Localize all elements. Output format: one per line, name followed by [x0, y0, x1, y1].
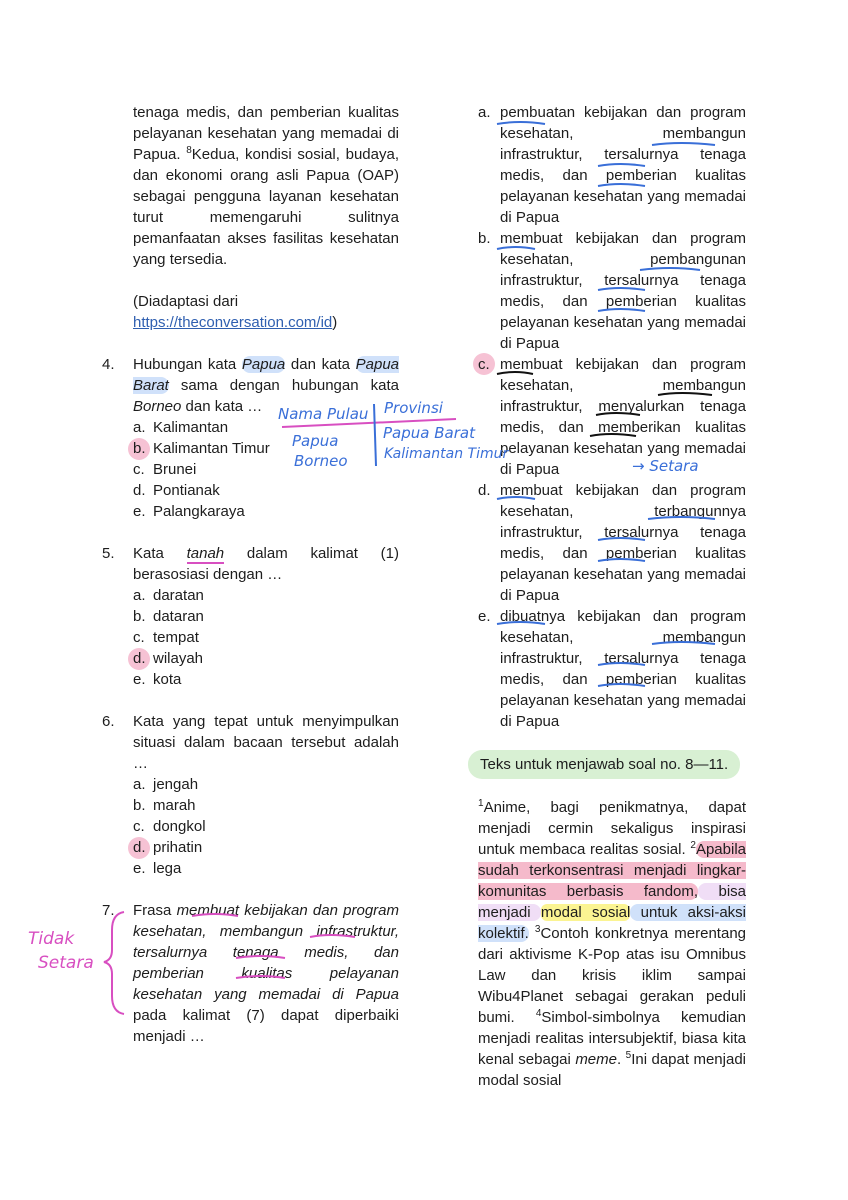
q5-option-a[interactable]: a. daratan	[133, 587, 204, 604]
q4-option-a[interactable]: a. Kalimantan	[133, 419, 229, 436]
q4-option-e[interactable]: e. Palangkaraya	[133, 503, 245, 520]
underline	[497, 372, 533, 374]
annotation-papua-barat: Papua Barat	[383, 424, 475, 442]
underline	[658, 393, 712, 395]
underline	[652, 642, 715, 644]
underline	[598, 184, 645, 186]
underline	[310, 935, 355, 937]
annotation-tidak: Tidak	[28, 929, 75, 949]
highlight-aksi-kolektif: untuk aksi-aksi kolektif.	[478, 904, 747, 942]
island-province-table	[278, 399, 509, 470]
word-papua-barat: Papua Barat	[133, 356, 399, 394]
passage-continuation: tenaga medis, dan pemberian kualitas pelayanan kesehatan yang memadai di Papua. $^8$Kedua, kondisi sosial, budaya, dan ekonomi orang asli Papua (OAP) sebagai pengguna layanan kesehatan turut memengaruhi sulitnya pemanfaatan akses fasilitas kesehatan yang tersedia.	[133, 104, 399, 268]
underline	[590, 434, 636, 436]
annotation-setara: → Setara	[632, 457, 699, 475]
q7-option-d[interactable]: d. membuat kebijakan dan program kesehatan, terbangunnya infrastruktur, tersalurnya tenaga medis, dan pemberian kualitas pelayanan kesehatan yang memadai di Papua	[478, 482, 746, 604]
underline	[598, 288, 645, 290]
annotation-papua: Papua	[292, 432, 339, 450]
underline	[598, 309, 645, 311]
underline	[598, 663, 645, 665]
q4-option-d[interactable]: d. Pontianak	[133, 482, 220, 499]
keyword-underlines	[497, 122, 715, 686]
question-4: 4. Hubungan kata Papua dan kata Papua Barat sama dengan hubungan kata Borneo dan kata …	[102, 356, 399, 415]
question-6: 6. Kata yang tepat untuk menyimpulkan situasi dalam bacaan tersebut adalah …	[102, 713, 399, 772]
question-5: 5. Kata tanah dalam kalimat (1) berasosiasi dengan …	[102, 545, 400, 583]
q6-option-d[interactable]: d. prihatin	[102, 837, 399, 858]
annotation-kalimantan-timur: Kalimantan Timur	[384, 446, 509, 462]
underline	[598, 559, 645, 561]
underline	[192, 914, 238, 916]
highlight-modal-sosial: modal sosial	[540, 904, 631, 921]
q5-option-c[interactable]: c. tempat	[133, 629, 199, 646]
annotation-borneo: Borneo	[294, 452, 348, 470]
q6-option-e[interactable]: e. lega	[133, 860, 182, 877]
q7-option-c[interactable]: c. membuat kebijakan dan program kesehatan, membangun infrastruktur, menyalurkan tenaga medis, dan memberikan kualitas pelayanan kesehatan yang memadai di Papua	[478, 354, 746, 480]
question-7: 7. Frasa membuat kebijakan dan program kesehatan, membangun infrastruktur, tersalurnya tenaga medis, dan pemberian kualitas pelayanan kesehatan yang memadai di Papua pada kalimat (7) dapat diperbaiki menjadi …	[102, 902, 399, 1045]
underline	[640, 268, 700, 270]
underline	[236, 956, 285, 958]
highlight-sentence-2: Apabila sudah terkonsentrasi menjadi lingkar-komunitas berbasis fandom,	[478, 841, 746, 900]
q6-option-a[interactable]: a. jengah	[133, 776, 199, 793]
q5-option-d[interactable]: d. wilayah	[102, 648, 399, 669]
underline	[598, 164, 645, 166]
q4-option-b[interactable]: b. Kalimantan Timur	[102, 438, 399, 459]
source-link[interactable]: https://theconversation.com/id	[133, 314, 333, 331]
source-citation: (Diadaptasi dari https://theconversation.com/id)	[133, 293, 338, 331]
q7-option-a[interactable]: a. pembuatan kebijakan dan program kesehatan, membangun infrastruktur, tersalurnya tenaga medis, dan pemberian kualitas pelayanan kesehatan yang memadai di Papua	[478, 104, 746, 226]
q7-underlines	[192, 914, 355, 978]
word-tanah: tanah	[186, 545, 225, 562]
underline	[648, 517, 715, 519]
word-papua: Papua	[241, 356, 286, 373]
q7-phrase: membuat kebijakan dan program kesehatan, membangun infrastruktur, tersalurnya tenaga medis, dan pemberian kualitas pelayanan kesehatan yang memadai di Papua	[133, 902, 399, 1003]
underline	[236, 976, 285, 978]
annotation-provinsi: Provinsi	[384, 399, 443, 417]
table-divider-vertical	[374, 404, 376, 466]
underline	[598, 538, 645, 540]
underline	[497, 247, 535, 249]
q4-option-c[interactable]: c. Brunei	[133, 461, 197, 478]
q5-option-b[interactable]: b. dataran	[133, 608, 204, 625]
underline	[497, 122, 545, 124]
underline	[497, 497, 535, 499]
annotation-nama-pulau: Nama Pulau	[278, 405, 369, 423]
annotation-setara-2: Setara	[38, 953, 94, 973]
q7-option-e[interactable]: e. dibuatnya kebijakan dan program kesehatan, membangun infrastruktur, tersalurnya tenaga medis, dan pemberian kualitas pelayanan kesehatan yang memadai di Papua	[478, 608, 746, 730]
underline	[497, 622, 545, 624]
q5-option-e[interactable]: e. kota	[133, 671, 182, 688]
underline	[596, 413, 640, 415]
underline	[652, 143, 715, 145]
answer-underlines	[497, 372, 712, 436]
q7-option-b[interactable]: b. membuat kebijakan dan program kesehatan, pembangunan infrastruktur, tersalurnya tenaga medis, dan pemberian kualitas pelayanan kesehatan yang memadai di Papua	[478, 230, 746, 352]
underline	[598, 684, 645, 686]
anime-passage: $^1$Anime, bagi penikmatnya, dapat menjadi cermin sekaligus inspirasi untuk membaca realitas sosial. $^2$Apabila sudah terkonsentrasi menjadi lingkar-komunitas berbasis fandom, bisa menjadi modal sosial untuk aksi-aksi kolektif. $^3$Contoh konkretnya merentang dari aktivisme K-Pop atas isu Omnibus Law dan krisis iklim sampai Wibu4Planet sebagai gerakan peduli bumi. $^4$Simbol-simbolnya kemudian menjadi realitas intersubjektif, biasa kita kenal sebagai meme. $^5$Ini dapat menjadi modal sosial	[478, 798, 747, 1089]
q6-option-b[interactable]: b. marah	[133, 797, 196, 814]
section-label: Teks untuk menjawab soal no. 8—11.	[468, 750, 740, 779]
bracket-mark	[104, 912, 124, 1014]
q6-option-c[interactable]: c. dongkol	[133, 818, 206, 835]
